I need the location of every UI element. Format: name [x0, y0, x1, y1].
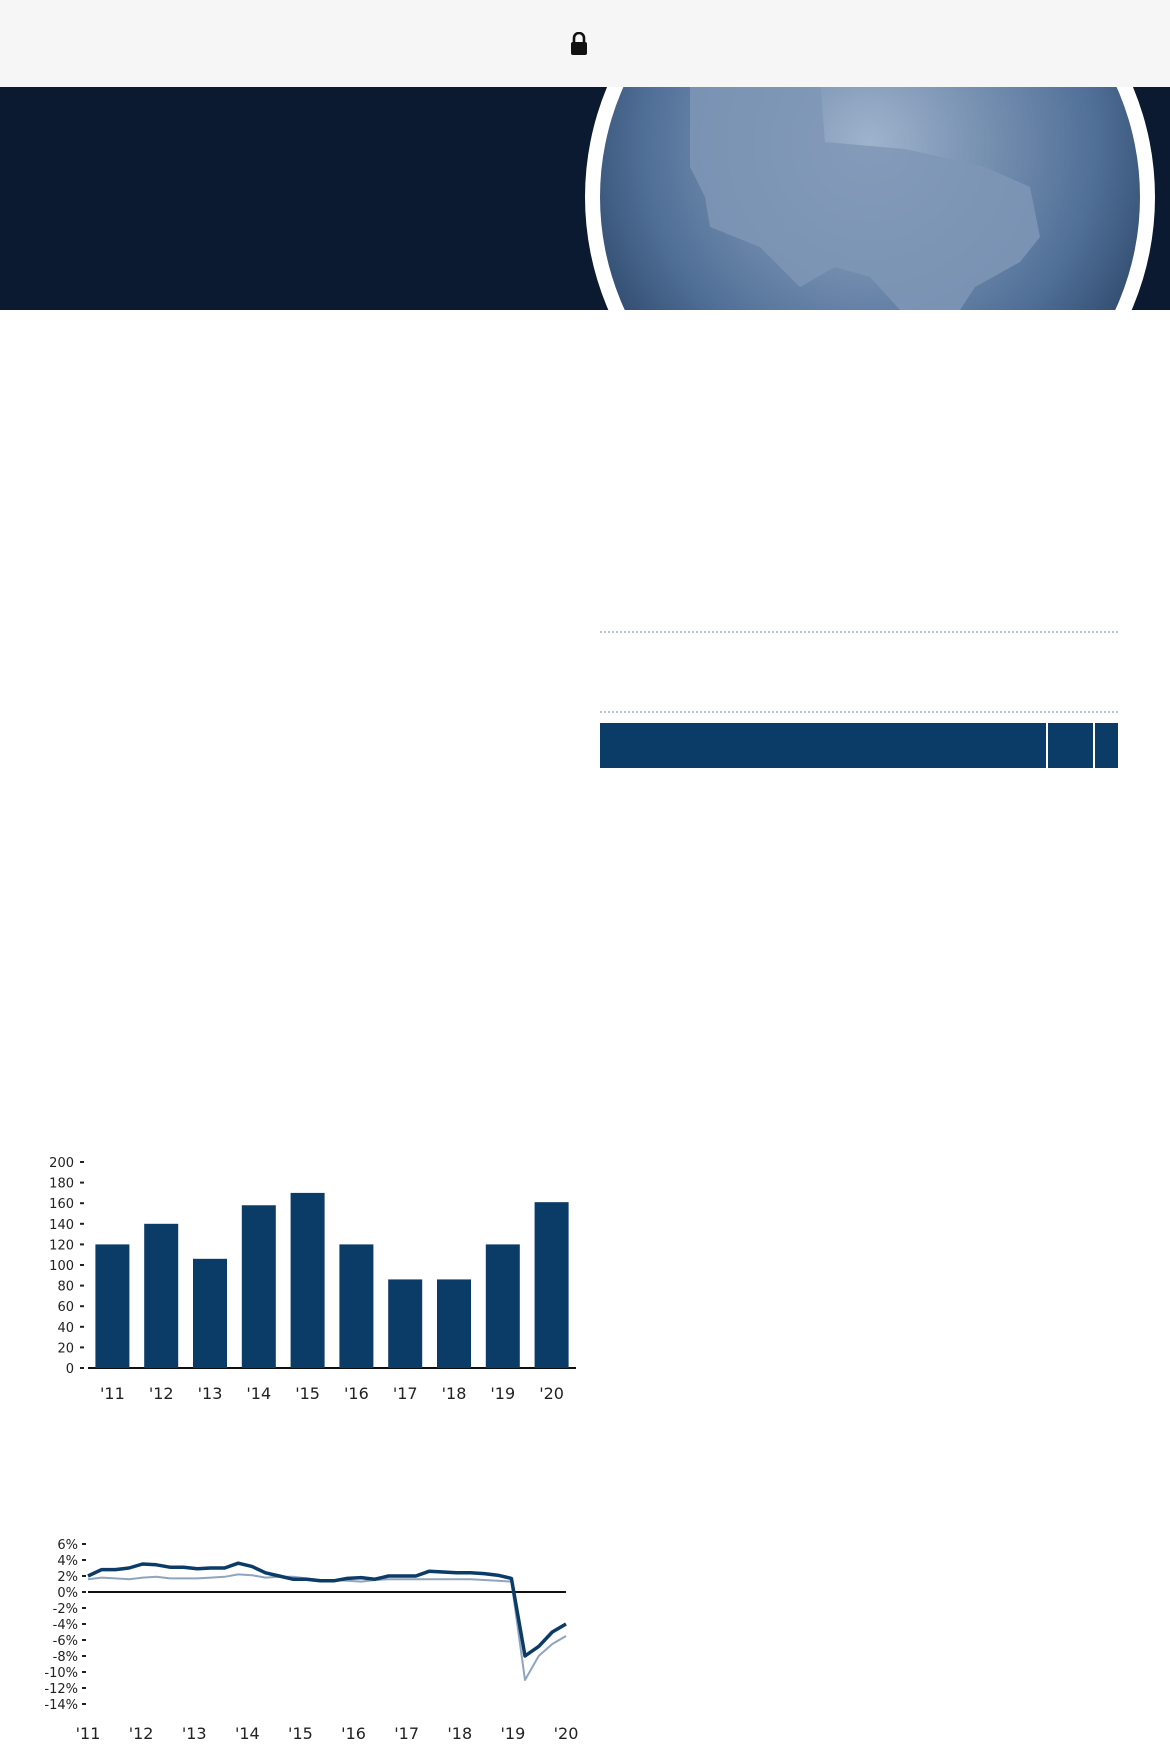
y-tick-label: 40: [57, 1320, 74, 1336]
y-tick-label: 140: [49, 1217, 74, 1233]
x-tick-label: '16: [341, 1724, 366, 1743]
x-tick-label: '15: [288, 1724, 313, 1743]
x-tick-label: '12: [148, 1384, 174, 1400]
y-tick-label: -8%: [52, 1650, 78, 1665]
x-tick-label: '11: [75, 1724, 101, 1743]
x-tick-label: '20: [553, 1724, 579, 1743]
y-tick-label: 160: [49, 1197, 74, 1213]
y-tick-label: -10%: [44, 1666, 78, 1681]
y-tick-label: 200: [49, 1156, 74, 1171]
y-tick-label: 4%: [57, 1554, 78, 1569]
payroll-line-chart: [40, 1530, 580, 1750]
y-tick-label: 100: [49, 1259, 74, 1274]
migration-bar: [242, 1205, 276, 1368]
migration-bar: [144, 1224, 178, 1368]
migration-bar: [535, 1202, 569, 1368]
y-tick-label: 0%: [57, 1586, 78, 1601]
y-tick-label: -4%: [52, 1618, 78, 1633]
y-tick-label: -2%: [52, 1602, 78, 1617]
x-tick-label: '11: [100, 1384, 125, 1400]
us-series-line: [88, 1574, 566, 1680]
migration-bar: [95, 1244, 129, 1368]
historical-ranking: [600, 631, 1118, 713]
y-tick-label: 2%: [57, 1570, 78, 1585]
x-tick-label: '13: [181, 1724, 207, 1743]
x-tick-label: '14: [234, 1724, 260, 1743]
x-tick-label: '18: [447, 1724, 473, 1743]
y-tick-label: -12%: [44, 1682, 78, 1697]
y-tick-label: 80: [57, 1279, 74, 1295]
x-tick-label: '15: [295, 1384, 320, 1400]
x-tick-label: '19: [500, 1724, 526, 1743]
x-tick-label: '20: [539, 1384, 564, 1400]
texas-globe-graphic: [0, 87, 1170, 310]
migration-bar: [193, 1259, 227, 1368]
migration-bar-chart: [40, 1150, 580, 1400]
y-tick-label: -14%: [44, 1698, 78, 1713]
x-tick-label: '14: [246, 1384, 272, 1400]
policy-variables-table: [600, 723, 1118, 768]
table-header-row: [600, 723, 1118, 768]
x-tick-label: '13: [197, 1384, 223, 1400]
migration-bar: [388, 1279, 422, 1368]
performance-rank-block: [78, 345, 114, 375]
y-tick-label: 120: [49, 1238, 74, 1254]
x-tick-label: '18: [441, 1384, 467, 1400]
gdp-line-chart: [40, 710, 580, 1030]
outlook-rank-block: [612, 345, 630, 375]
y-tick-label: 180: [49, 1176, 74, 1192]
state-banner: [0, 87, 1170, 310]
migration-bar: [291, 1193, 325, 1368]
header-variable: [600, 723, 1047, 768]
address-bar[interactable]: [0, 0, 1170, 87]
header-data: [1047, 723, 1094, 768]
x-tick-label: '17: [394, 1724, 420, 1743]
x-tick-label: '17: [392, 1384, 418, 1400]
lock-icon: [570, 32, 588, 56]
y-tick-label: 60: [57, 1300, 74, 1316]
y-tick-label: 0: [65, 1362, 74, 1377]
header-rank: [1094, 723, 1118, 768]
y-tick-label: -6%: [52, 1634, 78, 1649]
x-tick-label: '19: [490, 1384, 516, 1400]
migration-bar: [339, 1244, 373, 1368]
migration-bar: [486, 1244, 520, 1368]
migration-bar: [437, 1279, 471, 1368]
y-tick-label: 6%: [57, 1538, 78, 1553]
x-tick-label: '12: [128, 1724, 154, 1743]
y-tick-label: 20: [57, 1341, 74, 1357]
x-tick-label: '16: [344, 1384, 369, 1400]
